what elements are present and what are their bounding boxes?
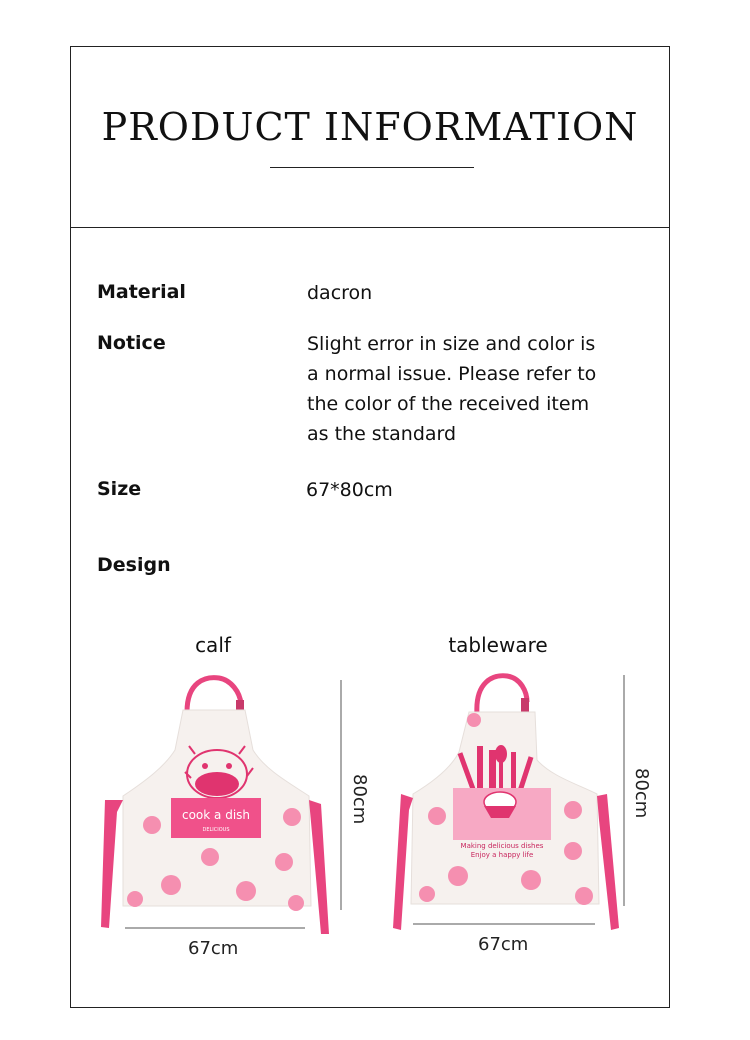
calf-dimension-lines [120, 670, 350, 940]
material-label: Material [97, 281, 186, 303]
pocket-print-subtext: DELICIOUS [202, 827, 230, 833]
notice-label: Notice [97, 332, 166, 354]
design-name-calf: calf [195, 633, 231, 657]
tableware-width-label: 67cm [478, 934, 529, 955]
notice-line: the color of the received item [307, 393, 590, 415]
size-value: 67*80cm [306, 479, 393, 501]
calf-width-label: 67cm [188, 938, 239, 959]
notice-line: Slight error in size and color is [307, 333, 596, 355]
notice-line: a normal issue. Please refer to [307, 363, 597, 385]
design-name-tableware: tableware [448, 633, 548, 657]
material-value: dacron [307, 282, 373, 304]
notice-line: as the standard [307, 423, 457, 445]
title-underline [270, 167, 474, 168]
page-title: PRODUCT INFORMATION [101, 105, 639, 149]
print-line-2: Enjoy a happy life [470, 851, 534, 859]
tableware-height-label: 80cm [631, 768, 652, 819]
print-line-1: Making delicious dishes [460, 842, 544, 850]
calf-height-label: 80cm [349, 774, 370, 825]
size-label: Size [97, 478, 142, 500]
design-label: Design [97, 554, 171, 576]
tableware-dimension-lines [405, 670, 635, 940]
notice-value [307, 329, 652, 449]
header [71, 47, 669, 228]
pocket-print-text: cook a dish [181, 808, 251, 822]
